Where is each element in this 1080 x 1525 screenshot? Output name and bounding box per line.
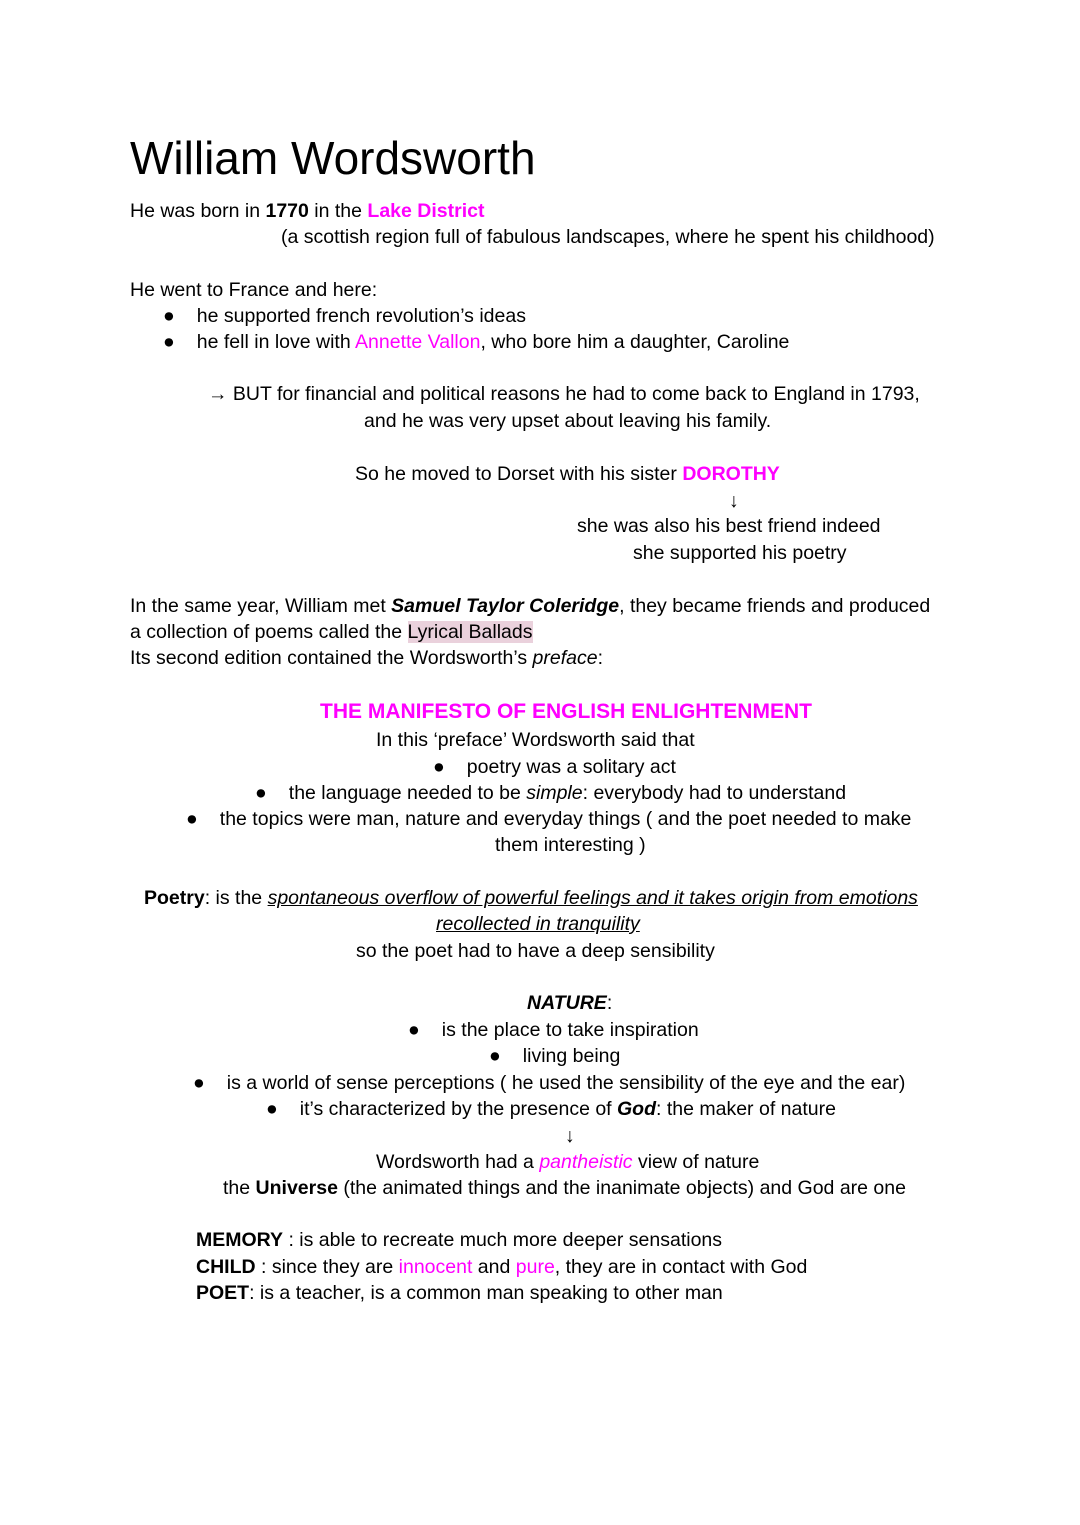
coleridge-text: In the same year, William met (130, 595, 392, 617)
list-item (193, 1070, 905, 1096)
child-definition (196, 1254, 807, 1280)
universe-line (223, 1175, 906, 1201)
poetry-line-3: so the poet had to have a deep sensibility (356, 940, 715, 962)
birth-note: (a scottish region full of fabulous landscapes, where he spent his childhood) (281, 226, 935, 248)
bullet-icon: ● (266, 1098, 278, 1120)
birth-text-mid: in the (308, 200, 368, 222)
bullet-icon: ● (193, 1072, 205, 1094)
nature-text: (the animated things and the inanimate objects) and God are one (337, 1177, 906, 1199)
simple-word: simple (526, 782, 583, 804)
bullet-icon: ● (408, 1019, 420, 1041)
memory-label: MEMORY (196, 1229, 284, 1251)
but-line-1: → BUT for financial and political reasons he had to come back to England in 1793, (208, 383, 920, 405)
list-item (266, 1096, 836, 1122)
list-item-text: : the maker of nature (656, 1098, 836, 1120)
nature-text: Wordsworth had a (376, 1151, 540, 1173)
dorothy: DOROTHY (682, 463, 780, 485)
pure-word: pure (515, 1256, 555, 1278)
coleridge-text: : (597, 647, 603, 669)
list-item-text: the language needed to be (288, 782, 527, 804)
child-text: , they are in contact with God (554, 1256, 808, 1278)
poetry-line-2 (436, 911, 640, 937)
list-item-text: he supported french revolution’s ideas (196, 305, 526, 327)
down-arrow-icon: ↓ (565, 1125, 575, 1147)
dorset-text: So he moved to Dorset with his sister (355, 463, 683, 485)
list-item-text: is the place to take inspiration (441, 1019, 699, 1041)
memory-text: : is able to recreate much more deeper sensations (283, 1229, 723, 1251)
innocent-word: innocent (398, 1256, 473, 1278)
pantheistic-line (376, 1149, 759, 1175)
list-item-text: : everybody had to understand (582, 782, 847, 804)
list-item (433, 754, 676, 780)
bullet-icon: ● (186, 808, 198, 830)
manifesto-intro: In this ‘preface’ Wordsworth said that (376, 729, 695, 751)
coleridge-text: a collection of poems called the (130, 621, 408, 643)
child-text: and (472, 1256, 516, 1278)
poetry-definition: spontaneous overflow of powerful feelings and it takes origin from emotions (267, 887, 918, 909)
coleridge-line-1 (130, 593, 930, 619)
bullet-icon: ● (433, 756, 445, 778)
bullet-icon: ● (163, 305, 175, 327)
birth-place: Lake District (367, 200, 485, 222)
france-intro: He went to France and here: (130, 279, 378, 301)
poet-definition (196, 1280, 723, 1306)
list-item-text: it’s characterized by the presence of (299, 1098, 618, 1120)
poetry-definition: recollected in tranquility (436, 913, 640, 935)
preface-word: preface (532, 647, 598, 669)
list-item (255, 780, 846, 806)
coleridge-line-2 (130, 619, 533, 645)
list-item-text: he fell in love with (196, 331, 356, 353)
list-item-text: is a world of sense perceptions ( he used the sensibility of the eye and the ear) (226, 1072, 906, 1094)
universe-word: Universe (255, 1177, 338, 1199)
nature-colon: : (606, 992, 613, 1014)
god-word: God (617, 1098, 657, 1120)
page-title: William Wordsworth (130, 132, 536, 184)
nature-text: the (223, 1177, 256, 1199)
coleridge-name: Samuel Taylor Coleridge (391, 595, 620, 617)
list-item-text: the topics were man, nature and everyday things ( and the poet needed to make (219, 808, 912, 830)
nature-text: view of nature (632, 1151, 760, 1173)
lyrical-ballads: Lyrical Ballads (407, 621, 533, 643)
coleridge-line-3 (130, 645, 603, 671)
list-item-continuation: them interesting ) (495, 834, 646, 856)
birth-text: He was born in (130, 200, 266, 222)
pantheistic-word: pantheistic (539, 1151, 633, 1173)
birth-line (130, 198, 484, 224)
list-item (163, 303, 526, 329)
coleridge-text: Its second edition contained the Wordsworth’s (130, 647, 533, 669)
nature-label: NATURE (527, 992, 607, 1014)
memory-definition (196, 1227, 722, 1253)
poetry-text: : is the (204, 887, 268, 909)
dorothy-note-2: she supported his poetry (633, 542, 847, 564)
dorset-line (355, 461, 780, 487)
poet-label: POET (196, 1282, 250, 1304)
coleridge-text: , they became friends and produced (619, 595, 931, 617)
but-line-2: and he was very upset about leaving his family. (364, 410, 772, 432)
poet-text: : is a teacher, is a common man speaking to other man (249, 1282, 723, 1304)
bullet-icon: ● (163, 331, 175, 353)
list-item (489, 1043, 620, 1069)
down-arrow-icon: ↓ (729, 490, 739, 512)
birth-year: 1770 (265, 200, 309, 222)
bullet-icon: ● (255, 782, 267, 804)
poetry-line-1 (144, 885, 918, 911)
list-item-text: poetry was a solitary act (466, 756, 676, 778)
list-item-text: , who bore him a daughter, Caroline (480, 331, 790, 353)
list-item (163, 329, 789, 355)
annette-vallon: Annette Vallon (355, 331, 481, 353)
list-item (408, 1017, 699, 1043)
bullet-icon: ● (489, 1045, 501, 1067)
child-label: CHILD (196, 1256, 256, 1278)
dorothy-note-1: she was also his best friend indeed (577, 515, 881, 537)
child-text: : since they are (255, 1256, 399, 1278)
list-item (186, 806, 911, 832)
nature-heading (527, 990, 612, 1016)
manifesto-heading: THE MANIFESTO OF ENGLISH ENLIGHTENMENT (320, 700, 812, 723)
list-item-text: living being (522, 1045, 621, 1067)
poetry-label: Poetry (144, 887, 205, 909)
